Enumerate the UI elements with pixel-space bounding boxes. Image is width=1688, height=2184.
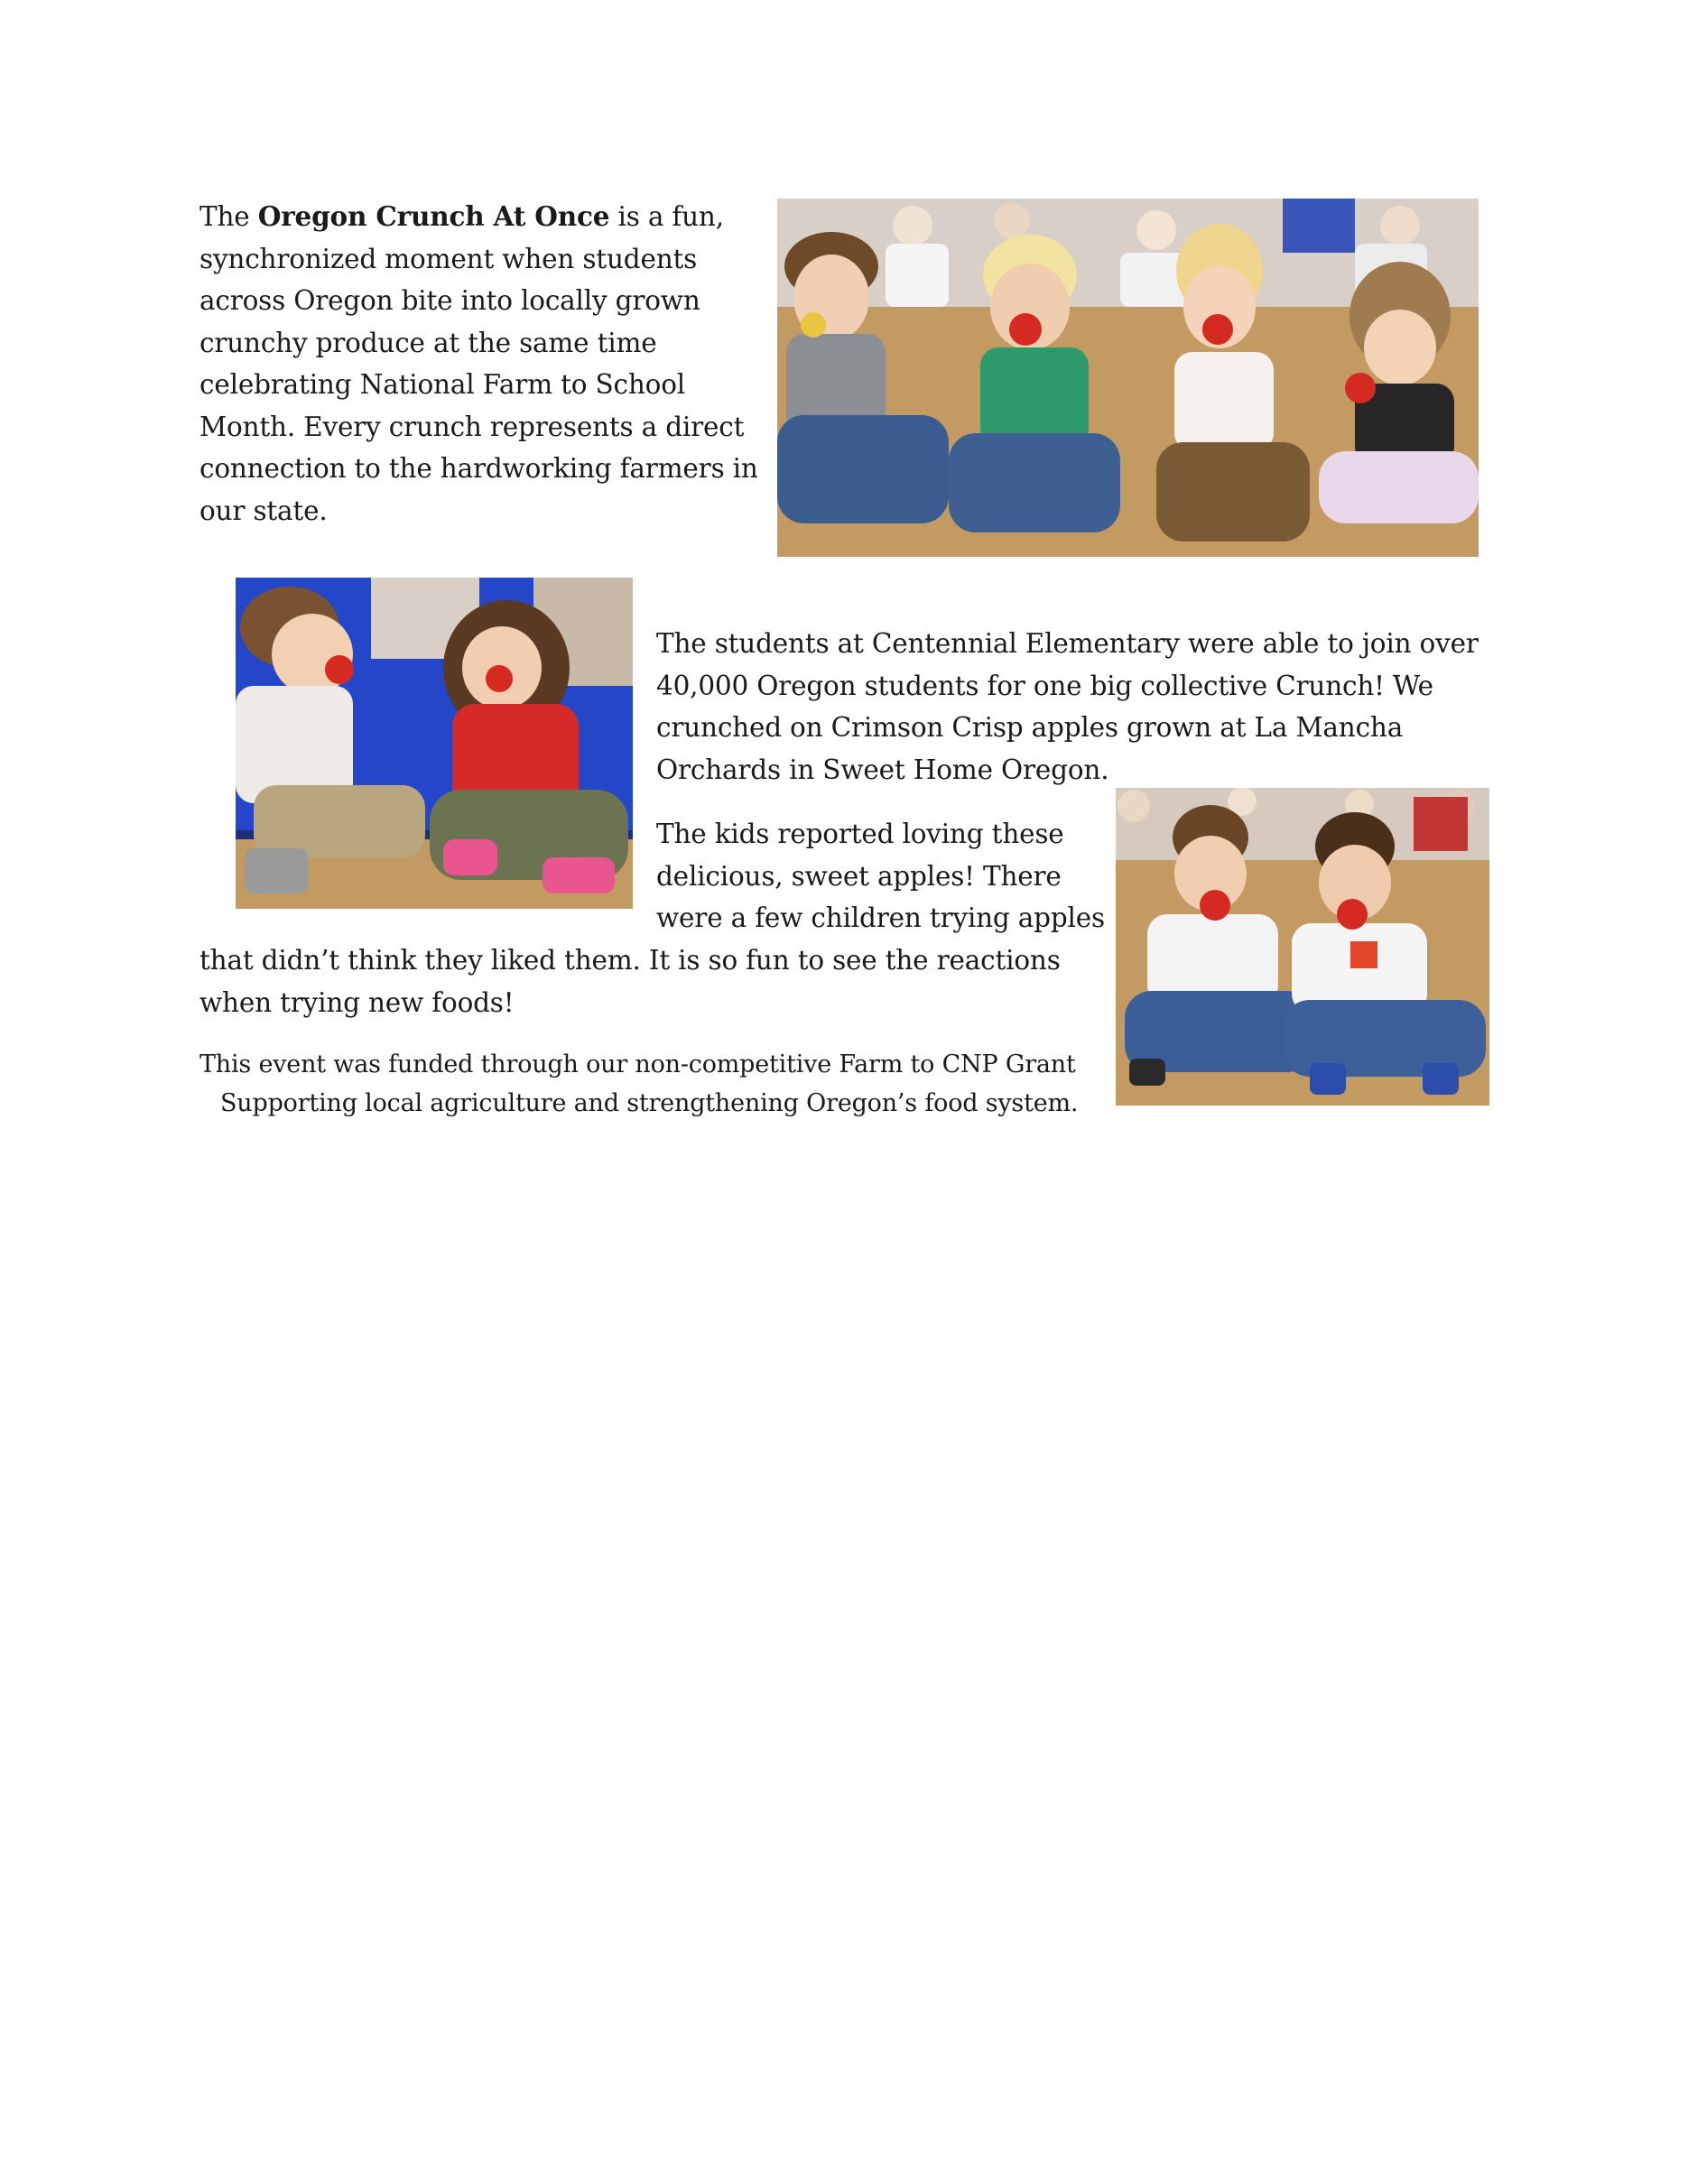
reactions-line: were a few children trying apples [656,902,1105,933]
photo-two-kids-blue-mat [236,578,633,909]
centennial-line: Orchards in Sweet Home Oregon. [656,754,1109,785]
photo-four-kids-illustration [777,199,1479,557]
intro-line: celebrating National Farm to School [199,369,686,400]
reactions-paragraph-wide [199,939,1102,1023]
intro-suffix: is a fun, [609,201,724,232]
centennial-line: 40,000 Oregon students for one big collective Crunch! We [656,670,1433,701]
intro-line-1 [199,196,741,238]
intro-prefix: The [199,201,258,232]
intro-line: synchronized moment when students [199,243,698,274]
intro-line: our state. [199,495,328,526]
reactions-line: The kids reported loving these [656,819,1064,849]
intro-line: across Oregon bite into locally grown [199,285,700,316]
photo-two-boys-illustration [1116,788,1489,1106]
intro-line: crunchy produce at the same time [199,327,657,358]
intro-line: connection to the hardworking farmers in [199,453,758,484]
centennial-line: The students at Centennial Elementary were able to join over [656,628,1479,659]
centennial-line: crunched on Crimson Crisp apples grown at La Mancha [656,712,1404,743]
photo-blue-mat-illustration [236,578,633,909]
intro-line: Month. Every crunch represents a direct [199,411,745,442]
photo-four-kids-eating-apples [777,199,1479,557]
funding-note-line-1: This event was funded through our non-competitive Farm to CNP Grant [199,1050,1076,1078]
reactions-line: delicious, sweet apples! There [656,860,1062,892]
funding-note-line-2: Supporting local agriculture and strengthening Oregon’s food system. [220,1089,1079,1117]
event-name: Oregon Crunch At Once [257,200,610,232]
reactions-line: when trying new foods! [199,986,515,1018]
photo-two-boys-gym-floor [1116,788,1489,1106]
reactions-line: that didn’t think they liked them. It is so fun to see the reactions [199,945,1061,976]
centennial-paragraph [656,623,1487,791]
intro-paragraph [199,196,758,532]
reactions-paragraph-narrow [656,813,1108,939]
